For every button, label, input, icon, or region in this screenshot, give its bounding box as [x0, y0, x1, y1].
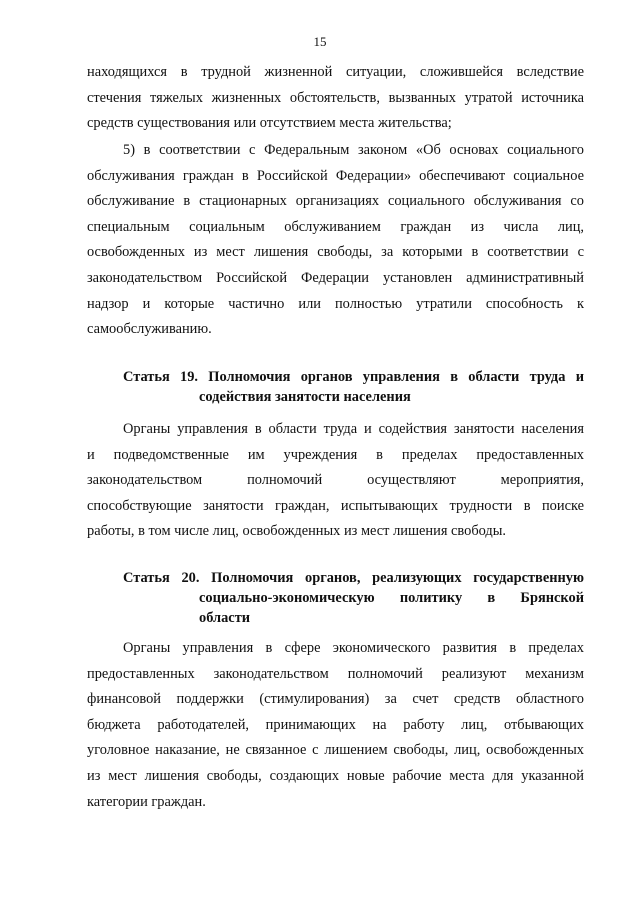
text-line: законодательством Российской Федерации установлен административный — [87, 269, 584, 286]
text-line: из мест лишения свободы, создающих новые рабочие места для указанной — [87, 767, 584, 784]
text-line: способствующие занятости граждан, испытывающих трудности в поиске — [87, 497, 584, 514]
text-line: работы, в том числе лиц, освобожденных из мест лишения свободы. — [87, 523, 507, 540]
article-20-body — [87, 636, 584, 815]
paragraph-item-5 — [87, 138, 584, 343]
article-19-heading — [123, 367, 584, 407]
text-line: освобожденных из мест лишения свободы, за которыми в соответствии с — [87, 244, 584, 261]
text-line: предоставленных законодательством полномочий реализуют механизм — [87, 665, 584, 682]
text-line: Органы управления в сфере экономического развития в пределах — [123, 640, 584, 656]
text-line: бюджета работодателей, принимающих на работу лиц, отбывающих — [87, 716, 584, 733]
heading-line: содействия занятости населения — [199, 389, 411, 405]
article-19-body — [87, 417, 584, 545]
text-line: стечения тяжелых жизненных обстоятельств, вызванных утратой источника — [87, 89, 584, 106]
text-line: самообслуживанию. — [87, 321, 212, 338]
heading-line: социально-экономическую политику в Брянской — [199, 590, 584, 606]
article-20-heading — [123, 568, 584, 628]
text-line: категории граждан. — [87, 793, 206, 810]
text-line: обслуживание в стационарных организациях социального обслуживания со — [87, 193, 584, 210]
text-line: финансовой поддержки (стимулирования) за счет средств областного — [87, 691, 584, 708]
text-line: находящихся в трудной жизненной ситуации, сложившейся вследствие — [87, 64, 584, 80]
text-line: надзор и которые частично или полностью утратили способность к — [87, 295, 584, 312]
heading-line: Статья 20. Полномочия органов, реализующих государственную — [123, 570, 584, 586]
text-line: законодательством полномочий осуществляют мероприятия, — [87, 472, 584, 489]
page-number: 15 — [313, 34, 327, 49]
text-line: уголовное наказание, не связанное с лишением свободы, лиц, освобожденных — [87, 742, 584, 759]
text-line: и подведомственные им учреждения в пределах предоставленных — [87, 446, 584, 463]
text-line: Органы управления в области труда и содействия занятости населения — [123, 421, 584, 437]
text-line: специальным социальным обслуживанием граждан из числа лиц, — [87, 218, 584, 235]
text-line: обслуживания граждан в Российской Федерации» обеспечивают социальное — [87, 167, 584, 184]
heading-line: области — [199, 610, 251, 626]
paragraph-continuation — [87, 60, 584, 137]
heading-line: Статья 19. Полномочия органов управления в области труда и — [123, 369, 584, 385]
text-line: 5) в соответствии с Федеральным законом «Об основах социального — [123, 142, 584, 158]
text-line: средств существования или отсутствием места жительства; — [87, 115, 452, 132]
